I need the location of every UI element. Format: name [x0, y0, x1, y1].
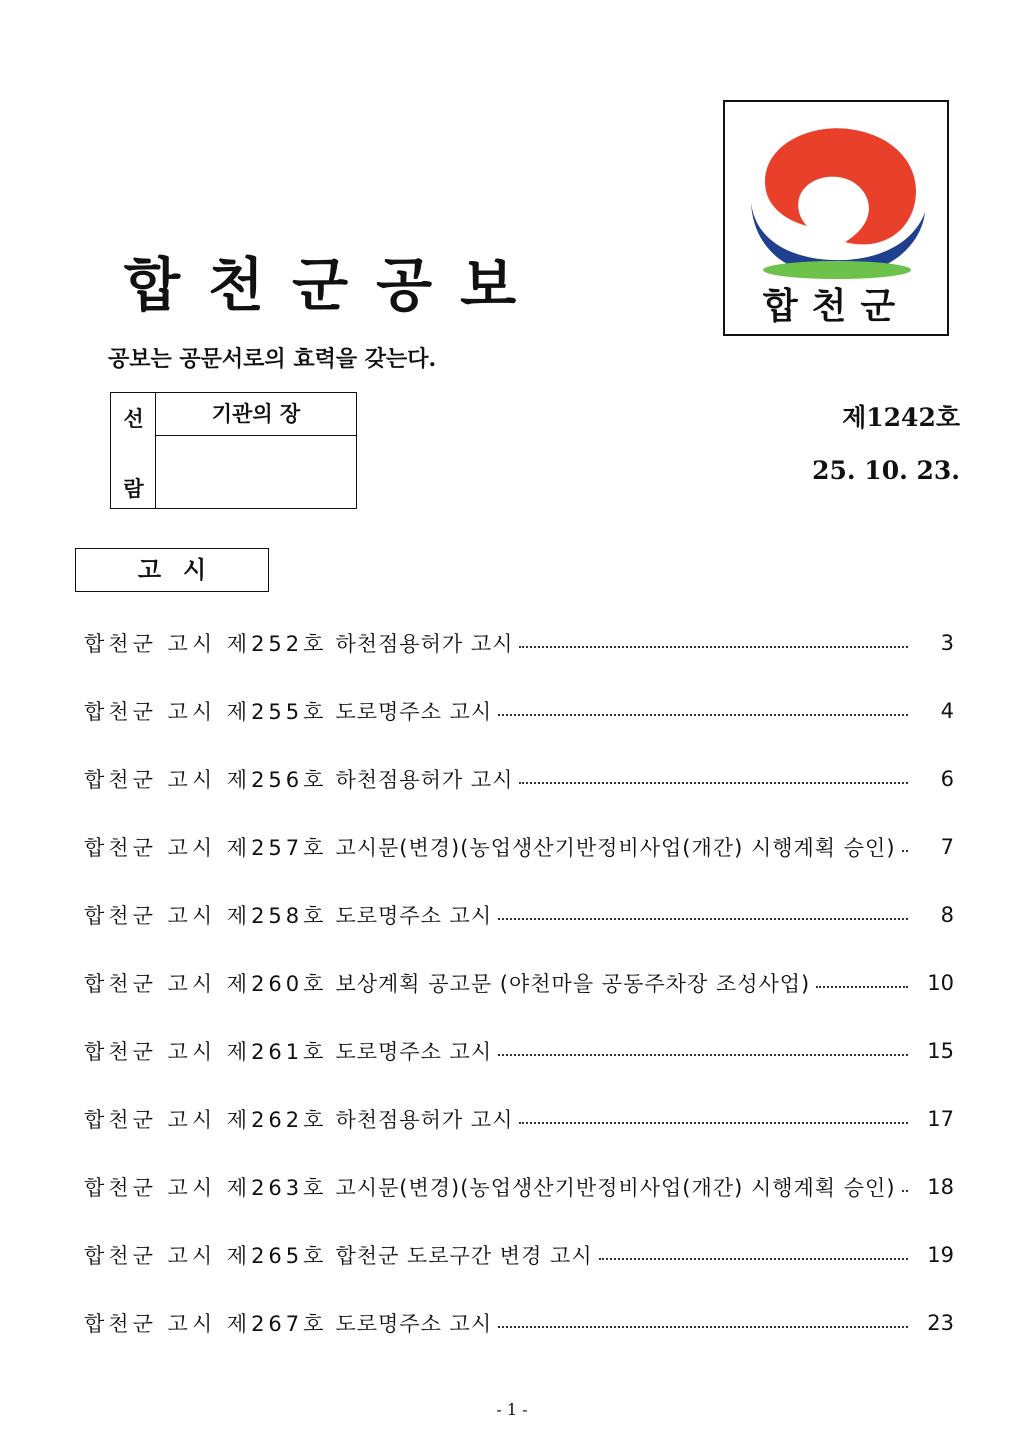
toc-entry-title: 도로명주소 고시 — [335, 700, 493, 724]
issue-date: 25. 10. 23. — [812, 456, 960, 485]
logo-label: 합천군 — [762, 286, 910, 327]
review-box — [110, 392, 357, 509]
review-label-bottom: 람 — [123, 476, 144, 501]
toc-entry[interactable] — [84, 960, 954, 1006]
bulletin-title: 합천군공보 — [124, 251, 545, 319]
toc-entry-title: 고시문(변경)(농업생산기반정비사업(개간) 시행계획 승인) — [335, 836, 896, 860]
toc-entry-page: 15 — [927, 1039, 954, 1063]
toc-entry[interactable] — [84, 1096, 954, 1142]
toc-entry-number: 합천군 고시 제258호 — [84, 904, 328, 928]
toc-entry[interactable] — [84, 756, 954, 802]
toc-entry[interactable] — [84, 1164, 954, 1210]
page-number: - 1 - — [496, 1400, 528, 1419]
toc-entry-page: 18 — [927, 1175, 954, 1199]
toc-entry[interactable] — [84, 824, 954, 870]
toc-entry-page: 6 — [940, 767, 954, 791]
toc-entry-number: 합천군 고시 제265호 — [84, 1244, 328, 1268]
toc-entry-page: 23 — [927, 1311, 954, 1335]
toc-entry-page: 17 — [927, 1107, 954, 1131]
review-label-top: 선 — [123, 406, 144, 431]
toc-entry-number: 합천군 고시 제260호 — [84, 972, 328, 996]
toc-entry[interactable] — [84, 1300, 954, 1346]
toc-entry-page: 8 — [940, 903, 954, 927]
toc-entry-number: 합천군 고시 제262호 — [84, 1108, 328, 1132]
toc-entry-number: 합천군 고시 제255호 — [84, 700, 328, 724]
toc-entry-page: 3 — [940, 631, 954, 655]
toc-entry-title: 도로명주소 고시 — [335, 904, 493, 928]
toc-entry-title: 도로명주소 고시 — [335, 1312, 493, 1336]
toc-leader-dots — [498, 1054, 908, 1056]
toc-entry-page: 10 — [927, 971, 954, 995]
toc-entry[interactable] — [84, 620, 954, 666]
toc-leader-dots — [902, 850, 908, 852]
toc-entry-number: 합천군 고시 제263호 — [84, 1176, 328, 1200]
toc-entry-number: 합천군 고시 제261호 — [84, 1040, 328, 1064]
toc-entry[interactable] — [84, 892, 954, 938]
toc-leader-dots — [519, 646, 908, 648]
toc-leader-dots — [816, 986, 908, 988]
bulletin-subtitle: 공보는 공문서로의 효력을 갖는다. — [108, 346, 437, 372]
toc-entry-page: 19 — [927, 1243, 954, 1267]
toc-leader-dots — [902, 1190, 908, 1192]
toc-entry-page: 7 — [940, 835, 954, 859]
toc-entry-number: 합천군 고시 제257호 — [84, 836, 328, 860]
issue-number: 제1242호 — [842, 403, 960, 432]
toc-leader-dots — [519, 1122, 908, 1124]
toc-entry-title: 도로명주소 고시 — [335, 1040, 493, 1064]
toc-leader-dots — [498, 918, 908, 920]
toc-entry-title: 고시문(변경)(농업생산기반정비사업(개간) 시행계획 승인) — [335, 1176, 896, 1200]
toc-entry-title: 하천점용허가 고시 — [335, 1108, 514, 1132]
toc-leader-dots — [599, 1258, 908, 1260]
section-heading: 고시 — [75, 548, 269, 592]
toc-entry-number: 합천군 고시 제252호 — [84, 632, 328, 656]
toc-entry-page: 4 — [940, 699, 954, 723]
toc-entry-number: 합천군 고시 제256호 — [84, 768, 328, 792]
toc-entry-title: 보상계획 공고문 (야천마을 공동주차장 조성사업) — [335, 972, 811, 996]
toc-entry[interactable] — [84, 1028, 954, 1074]
toc-entry-title: 하천점용허가 고시 — [335, 632, 514, 656]
county-logo — [723, 100, 949, 336]
toc-entry[interactable] — [84, 1232, 954, 1278]
toc-entry[interactable] — [84, 688, 954, 734]
toc-leader-dots — [498, 1326, 908, 1328]
toc-entry-number: 합천군 고시 제267호 — [84, 1312, 328, 1336]
review-header: 기관의 장 — [156, 393, 356, 436]
toc-leader-dots — [498, 714, 908, 716]
toc-leader-dots — [519, 782, 908, 784]
toc-entry-title: 하천점용허가 고시 — [335, 768, 514, 792]
toc-entry-title: 합천군 도로구간 변경 고시 — [335, 1244, 593, 1268]
